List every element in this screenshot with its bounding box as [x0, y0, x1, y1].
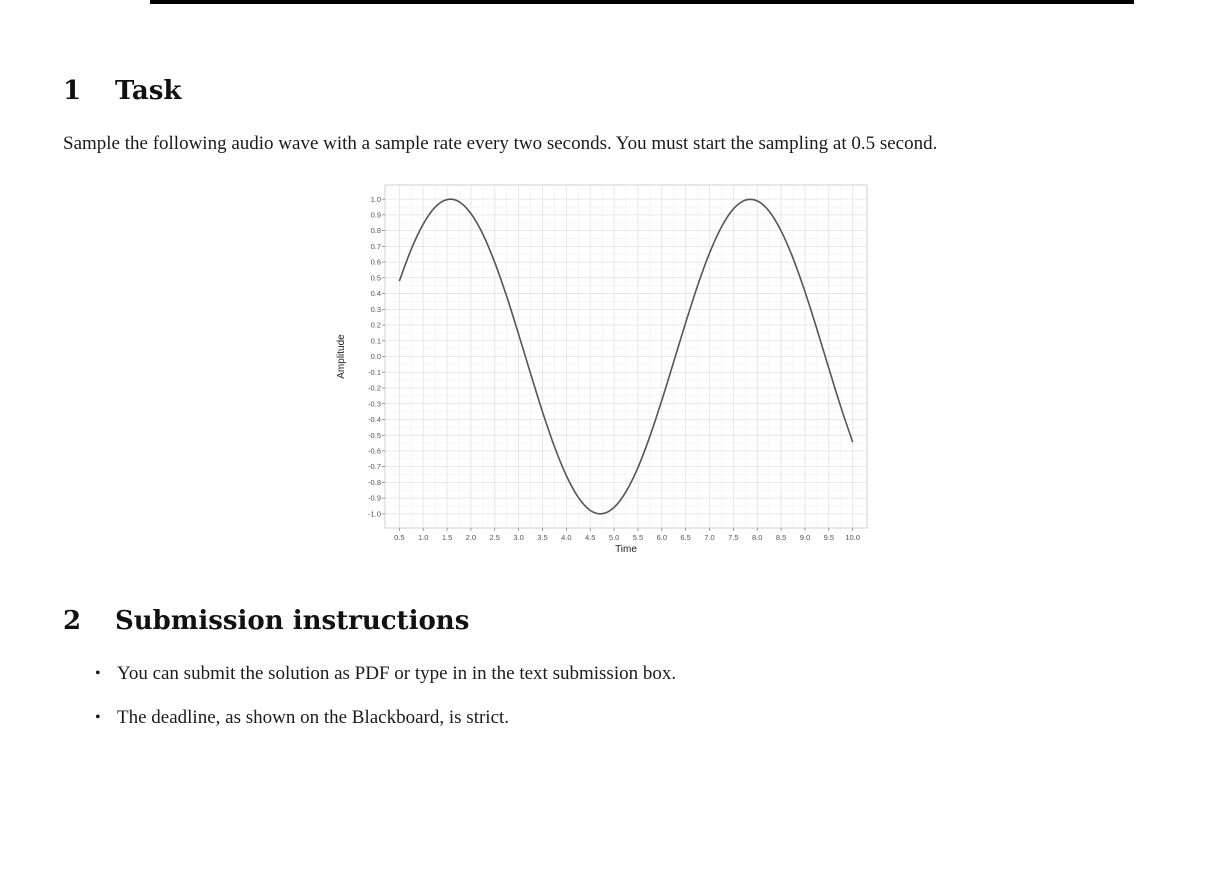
chart-svg	[330, 178, 880, 563]
section-number: 2	[63, 606, 82, 636]
instruction-text: The deadline, as shown on the Blackboard, is strict.	[117, 707, 510, 728]
x-tick-label: 4.5	[584, 533, 596, 542]
top-rule	[150, 0, 1134, 4]
x-tick-label: 9.5	[823, 533, 835, 542]
list-item	[95, 704, 676, 748]
y-tick-label: 0.1	[370, 336, 381, 346]
y-tick-label: 0.0	[370, 352, 381, 362]
y-tick-label: -0.8	[368, 477, 381, 487]
x-tick-label: 5.0	[608, 533, 620, 542]
y-tick-label: -0.9	[368, 493, 381, 503]
x-tick-label: 8.0	[752, 533, 763, 542]
y-tick-label: 0.9	[370, 210, 381, 220]
instructions-list	[95, 660, 676, 748]
y-tick-label: -0.7	[368, 462, 381, 472]
y-tick-label: -0.6	[368, 446, 381, 456]
bullet-icon: •	[95, 709, 101, 726]
x-tick-label: 5.5	[632, 533, 644, 542]
x-tick-label: 4.0	[561, 533, 572, 542]
x-axis-title: Time	[615, 544, 637, 555]
section-title: Task	[115, 76, 182, 106]
x-tick-label: 8.5	[775, 533, 787, 542]
y-tick-label: -0.5	[368, 430, 381, 440]
x-tick-label: 0.5	[394, 533, 405, 542]
instruction-text: You can submit the solution as PDF or type in in the text submission box.	[117, 663, 677, 684]
section-number: 1	[63, 76, 82, 106]
task-description: Sample the following audio wave with a sample rate every two seconds. You must start the sampling at 0.5 second.	[63, 133, 938, 154]
x-tick-label: 10.0	[845, 533, 860, 542]
y-tick-label: 0.3	[370, 304, 381, 314]
x-tick-label: 1.5	[441, 533, 453, 542]
x-tick-label: 7.5	[728, 533, 739, 542]
x-tick-label: 6.0	[656, 533, 668, 542]
sine-wave-chart	[330, 178, 880, 563]
y-tick-label: 0.7	[370, 241, 381, 251]
y-tick-label: 0.2	[370, 320, 381, 330]
x-tick-label: 2.0	[465, 533, 477, 542]
section-heading-submission	[63, 606, 469, 636]
section-title: Submission instructions	[115, 606, 470, 636]
bullet-icon: •	[95, 665, 101, 682]
x-tick-label: 1.0	[417, 533, 429, 542]
x-tick-label: 6.5	[680, 533, 691, 542]
y-tick-label: -0.1	[368, 367, 381, 377]
y-tick-label: 0.6	[370, 257, 381, 267]
x-tick-label: 3.5	[537, 533, 548, 542]
x-tick-label: 3.0	[513, 533, 524, 542]
y-tick-label: -1.0	[368, 509, 381, 519]
y-tick-label: 1.0	[370, 194, 381, 204]
list-item	[95, 660, 676, 704]
y-tick-label: 0.8	[370, 226, 381, 236]
x-tick-label: 2.5	[489, 533, 500, 542]
x-tick-label: 9.0	[799, 533, 811, 542]
section-heading-task	[63, 76, 181, 106]
y-tick-label: 0.4	[370, 289, 381, 299]
y-axis-title: Amplitude	[336, 334, 347, 379]
y-tick-label: -0.2	[368, 383, 381, 393]
y-tick-label: -0.3	[368, 399, 381, 409]
y-tick-label: 0.5	[370, 273, 381, 283]
x-tick-label: 7.0	[704, 533, 715, 542]
y-tick-label: -0.4	[368, 415, 381, 425]
